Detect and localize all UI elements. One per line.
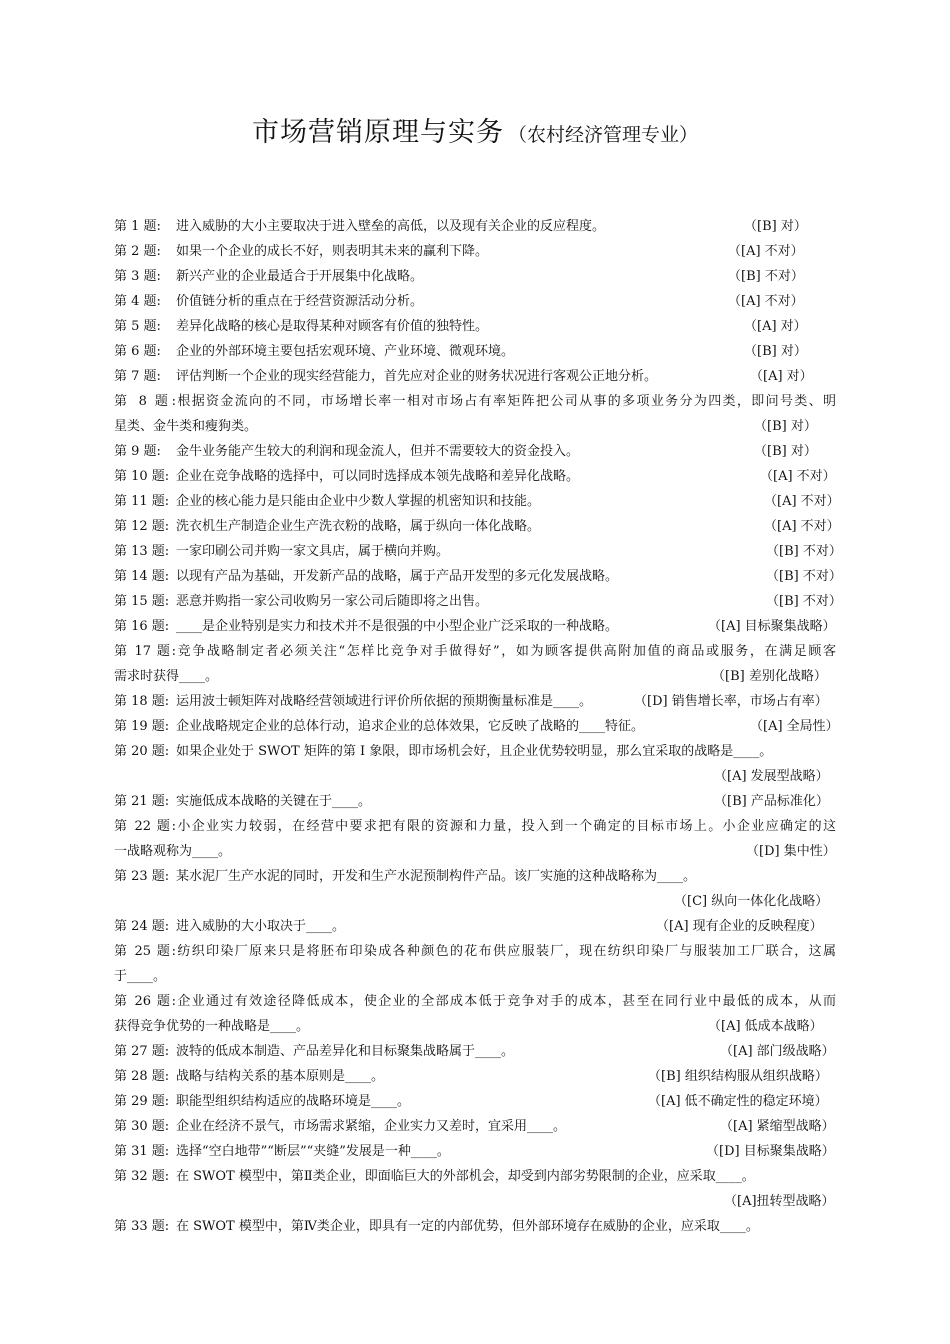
question-number: 第 6 题:	[114, 344, 161, 359]
question-text: 竞争战略制定者必须关注“怎样比竞争对手做得好”，如为顾客提供高附加值的商品或服务，在满足顾客	[176, 644, 836, 659]
question-text: 如果企业处于 SWOT 矩阵的第 I 象限，即市场机会好，且企业优势较明显，那么宜采取的战略是____。	[176, 744, 773, 759]
answer-label: （[A] 发展型战略）	[714, 769, 829, 784]
answer-label: （[B] 对）	[754, 444, 817, 459]
question-text: 根据资金流向的不同，市场增长率一相对市场占有率矩阵把公司从事的多项业务分为四类，即问号类、明	[176, 394, 836, 409]
answer-label: （[A] 现有企业的反映程度）	[656, 919, 823, 934]
question-number: 第 10 题:	[114, 469, 170, 484]
answer-line	[114, 1189, 836, 1214]
question-number: 第 2 题:	[114, 244, 161, 259]
question-row	[114, 214, 836, 239]
question-number: 第 15 题:	[114, 594, 170, 609]
answer-label: （[B] 组织结构服从组织战略）	[648, 1069, 828, 1084]
question-number: 第 11 题:	[114, 494, 170, 509]
question-text-continued: 于____。	[114, 969, 167, 984]
answer-label: （[A] 低成本战略）	[708, 1019, 823, 1034]
question-number: 第 7 题:	[114, 369, 161, 384]
question-number: 第 22 题:	[114, 819, 176, 834]
question-number: 第 9 题:	[114, 444, 161, 459]
question-number: 第 8 题:	[114, 394, 176, 409]
question-row	[114, 1114, 836, 1139]
question-item	[114, 289, 836, 314]
question-number: 第 1 题:	[114, 219, 161, 234]
question-text: 企业的外部环境主要包括宏观环境、产业环境、微观环境。	[176, 344, 515, 359]
answer-label: （[A] 不对）	[764, 519, 840, 534]
question-number: 第 14 题:	[114, 569, 170, 584]
answer-label: （[D] 目标聚集战略）	[706, 1144, 835, 1159]
question-number: 第 32 题:	[114, 1169, 170, 1184]
answer-label: （[A] 不对）	[728, 244, 804, 259]
answer-label: （[D] 销售增长率，市场占有率）	[634, 694, 828, 709]
question-text: 在 SWOT 模型中，第Ⅳ类企业，即具有一定的内部优势，但外部环境存在威胁的企业，应采取____。	[176, 1219, 759, 1234]
question-text: 波特的低成本制造、产品差异化和目标聚集战略属于____。	[176, 1044, 515, 1059]
question-text: 进入威胁的大小主要取决于进入壁垒的高低，以及现有关企业的反应程度。	[176, 219, 606, 234]
answer-label: （[A] 部门级战略）	[720, 1044, 835, 1059]
question-row	[114, 514, 840, 539]
question-row	[114, 314, 836, 339]
answer-line	[114, 764, 836, 789]
question-row	[114, 564, 842, 589]
question-text: 战略与结构关系的基本原则是____。	[176, 1069, 385, 1084]
question-number: 第 3 题:	[114, 269, 161, 284]
question-text-continued: 星类、金牛类和瘦狗类。	[114, 419, 258, 434]
question-item	[114, 614, 836, 639]
question-continuation	[114, 964, 836, 989]
question-item	[114, 914, 836, 939]
question-number: 第 24 题:	[114, 919, 170, 934]
question-row	[114, 614, 836, 639]
question-item	[114, 514, 840, 539]
question-row	[114, 1039, 836, 1064]
question-item	[114, 1089, 836, 1114]
question-text: 一家印刷公司并购一家文具店，属于横向并购。	[176, 544, 450, 559]
question-item	[114, 939, 836, 989]
question-row	[114, 914, 836, 939]
question-row	[114, 689, 836, 714]
question-number: 第 28 题:	[114, 1069, 170, 1084]
question-number: 第 16 题:	[114, 619, 170, 634]
answer-label: （[B] 不对）	[766, 544, 842, 559]
question-item	[114, 1164, 836, 1214]
question-continuation	[114, 414, 836, 439]
question-number: 第 5 题:	[114, 319, 161, 334]
question-text: 职能型组织结构适应的战略环境是____。	[176, 1094, 411, 1109]
question-number: 第 21 题:	[114, 794, 170, 809]
question-row	[114, 864, 836, 889]
question-continuation	[114, 839, 836, 864]
answer-label: （[C] 纵向一体化化战略）	[674, 894, 829, 909]
question-text: 企业战略规定企业的总体行动，追求企业的总体效果，它反映了战略的____特征。	[176, 719, 645, 734]
answer-label: （[D] 集中性）	[746, 844, 836, 859]
answer-line	[114, 889, 836, 914]
question-text: 纺织印染厂原来只是将胚布印染成各种颜色的花布供应服装厂，现在纺织印染厂与服装加工厂联合，这属	[176, 944, 836, 959]
question-item	[114, 589, 842, 614]
question-row	[114, 1089, 836, 1114]
question-number: 第 33 题:	[114, 1219, 170, 1234]
question-row	[114, 464, 836, 489]
question-text: 价值链分析的重点在于经营资源活动分析。	[176, 294, 424, 309]
question-text: 差异化战略的核心是取得某种对顾客有价值的独特性。	[176, 319, 489, 334]
question-row	[114, 439, 836, 464]
question-text: 评估判断一个企业的现实经营能力，首先应对企业的财务状况进行客观公正地分析。	[176, 369, 658, 384]
question-row	[114, 239, 836, 264]
question-continuation	[114, 664, 836, 689]
answer-label: （[A] 对）	[750, 369, 813, 384]
question-number: 第 25 题:	[114, 944, 176, 959]
question-item	[114, 1139, 836, 1164]
question-text: 新兴产业的企业最适合于开展集中化战略。	[176, 269, 424, 284]
question-item	[114, 814, 836, 864]
question-number: 第 27 题:	[114, 1044, 170, 1059]
answer-label: （[B] 差别化战略）	[712, 669, 827, 684]
question-item	[114, 864, 836, 914]
question-number: 第 17 题:	[114, 644, 176, 659]
question-text: 实施低成本战略的关键在于____。	[176, 794, 372, 809]
question-row	[114, 739, 836, 764]
question-row	[114, 714, 839, 739]
question-number: 第 4 题:	[114, 294, 161, 309]
question-text-continued: 获得竞争优势的一种战略是____。	[114, 1019, 310, 1034]
answer-label: （[B] 不对）	[766, 594, 842, 609]
question-item	[114, 989, 836, 1039]
question-row	[114, 339, 836, 364]
question-number: 第 20 题:	[114, 744, 170, 759]
answer-label: （[A] 不对）	[764, 494, 840, 509]
question-number: 第 30 题:	[114, 1119, 170, 1134]
question-number: 第 26 题:	[114, 994, 176, 1009]
answer-label: （[B] 产品标准化）	[714, 794, 829, 809]
question-row	[114, 364, 836, 389]
answer-label: （[B] 不对）	[766, 569, 842, 584]
question-row	[114, 939, 836, 964]
question-text: 运用波士顿矩阵对战略经营领域进行评价所依据的预期衡量标准是____。	[176, 694, 593, 709]
question-item	[114, 439, 836, 464]
question-text: 小企业实力较弱，在经营中要求把有限的资源和力量，投入到一个确定的目标市场上。小企业应确定的这	[176, 819, 836, 834]
question-row	[114, 589, 842, 614]
question-number: 第 29 题:	[114, 1094, 170, 1109]
answer-label: （[B] 对）	[744, 344, 807, 359]
question-item	[114, 1064, 836, 1089]
question-row	[114, 289, 836, 314]
answer-label: （[A]扭转型战略）	[724, 1194, 835, 1209]
question-text: 洗衣机生产制造企业生产洗衣粉的战略，属于纵向一体化战略。	[176, 519, 541, 534]
page-title	[0, 110, 950, 149]
answer-label: （[A] 不对）	[760, 469, 836, 484]
question-row	[114, 539, 842, 564]
question-text: 企业在竞争战略的选择中，可以同时选择成本领先战略和差异化战略。	[176, 469, 580, 484]
question-text: 企业通过有效途径降低成本，使企业的全部成本低于竞争对手的成本，甚至在同行业中最低的成本，从而	[176, 994, 836, 1009]
question-item	[114, 689, 836, 714]
question-number: 第 19 题:	[114, 719, 170, 734]
question-item	[114, 339, 836, 364]
question-text: 企业的核心能力是只能由企业中少数人掌握的机密知识和技能。	[176, 494, 541, 509]
question-text: 恶意并购指一家公司收购另一家公司后随即将之出售。	[176, 594, 489, 609]
question-text-continued: 需求时获得____。	[114, 669, 219, 684]
question-item	[114, 464, 836, 489]
question-item	[114, 214, 836, 239]
question-row	[114, 989, 836, 1014]
question-number: 第 18 题:	[114, 694, 170, 709]
question-item	[114, 1039, 836, 1064]
answer-label: （[A] 不对）	[728, 294, 804, 309]
answer-label: （[B] 不对）	[728, 269, 804, 284]
title-main: 市场营销原理与实务	[251, 117, 504, 148]
answer-label: （[A] 低不确定性的稳定环境）	[648, 1094, 828, 1109]
question-text: 在 SWOT 模型中，第Ⅱ类企业，即面临巨大的外部机会，却受到内部劣势限制的企业，应采取____。	[176, 1169, 755, 1184]
answer-label: （[A] 全局性）	[750, 719, 839, 734]
question-text-continued: 一战略观称为____。	[114, 844, 232, 859]
question-list	[114, 214, 842, 1239]
question-row	[114, 789, 836, 814]
question-number: 第 31 题:	[114, 1144, 170, 1159]
question-number: 第 23 题:	[114, 869, 170, 884]
question-item	[114, 489, 840, 514]
question-number: 第 12 题:	[114, 519, 170, 534]
question-text: 以现有产品为基础，开发新产品的战略，属于产品开发型的多元化发展战略。	[176, 569, 619, 584]
question-row	[114, 389, 836, 414]
question-text: 某水泥厂生产水泥的同时，开发和生产水泥预制构件产品。该厂实施的这种战略称为____。	[176, 869, 697, 884]
question-item	[114, 389, 836, 439]
question-item	[114, 789, 836, 814]
question-item	[114, 1214, 836, 1239]
answer-label: （[B] 对）	[744, 219, 807, 234]
title-subtitle: （农村经济管理专业）	[507, 124, 698, 146]
question-row	[114, 639, 836, 664]
question-row	[114, 814, 836, 839]
question-continuation	[114, 1014, 836, 1039]
question-row	[114, 1214, 836, 1239]
answer-label: （[A] 紧缩型战略）	[720, 1119, 835, 1134]
question-item	[114, 364, 836, 389]
question-row	[114, 489, 840, 514]
question-item	[114, 564, 842, 589]
question-row	[114, 1139, 836, 1164]
question-item	[114, 714, 839, 739]
question-number: 第 13 题:	[114, 544, 170, 559]
answer-label: （[B] 对）	[754, 419, 817, 434]
question-item	[114, 639, 836, 689]
question-row	[114, 264, 836, 289]
question-item	[114, 314, 836, 339]
question-text: 如果一个企业的成长不好，则表明其未来的赢利下降。	[176, 244, 489, 259]
question-text: 选择“空白地带”“断层”“夹缝”发展是一种____。	[176, 1144, 450, 1159]
answer-label: （[A] 对）	[744, 319, 807, 334]
question-item	[114, 739, 836, 789]
question-item	[114, 1114, 836, 1139]
question-row	[114, 1164, 836, 1189]
question-text: ____是企业特别是实力和技术并不是很强的中小型企业广泛采取的一种战略。	[176, 619, 619, 634]
question-row	[114, 1064, 836, 1089]
question-text: 金牛业务能产生较大的利润和现金流人，但并不需要较大的资金投入。	[176, 444, 580, 459]
question-text: 企业在经济不景气，市场需求紧缩，企业实力又差时，宜采用____。	[176, 1119, 567, 1134]
question-item	[114, 264, 836, 289]
question-item	[114, 239, 836, 264]
question-item	[114, 539, 842, 564]
question-text: 进入威胁的大小取决于____。	[176, 919, 346, 934]
answer-label: （[A] 目标聚集战略）	[708, 619, 836, 634]
